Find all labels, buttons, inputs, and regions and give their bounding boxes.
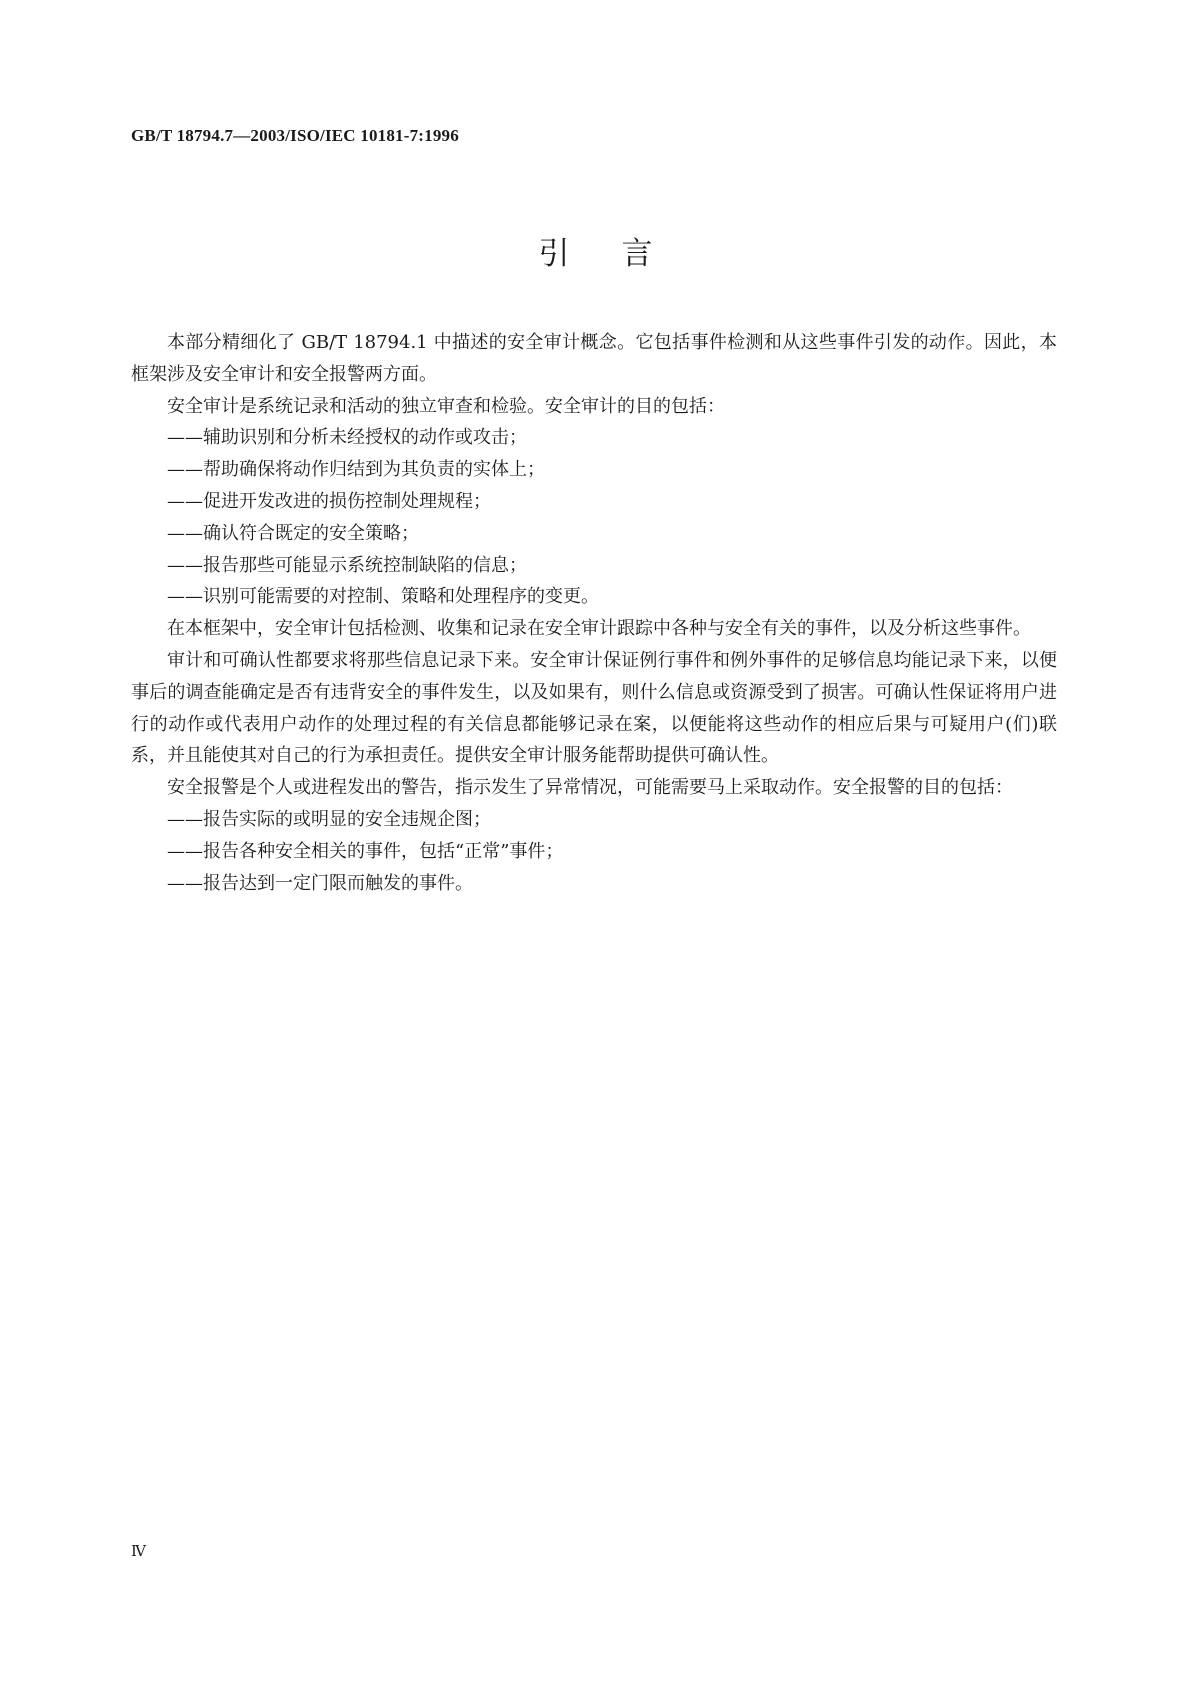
accountability-paragraph: 审计和可确认性都要求将那些信息记录下来。安全审计保证例行事件和例外事件的足够信息均能记录下来，以便事后的调查能确定是否有违背安全的事件发生，以及如果有，则什么信息或资源受到了损害。可确认性保证将用户进行的动作或代表用户动作的处理过程的有关信息都能够记录在案，以便能将这些动作的相应后果与可疑用户(们)联系，并且能使其对自己的行为承担责任。提供安全审计服务能帮助提供可确认性。 [131, 649, 1057, 767]
alarm-definition-paragraph: 安全报警是个人或进程发出的警告，指示发生了异常情况，可能需要马上采取动作。安全报警的目的包括： [167, 777, 1013, 799]
list-item: ——确认符合既定的安全策略； [167, 522, 419, 544]
standard-code-header: GB/T 18794.7—2003/ISO/IEC 10181-7:1996 [131, 126, 459, 145]
audit-scope-paragraph: 在本框架中，安全审计包括检测、收集和记录在安全审计跟踪中各种与安全有关的事件，以及分析这些事件。 [167, 618, 1031, 640]
list-item: ——报告各种安全相关的事件，包括“正常”事件； [167, 840, 564, 862]
page-title: 引言 [538, 236, 705, 272]
list-item: ——促进开发改进的损伤控制处理规程； [167, 490, 491, 512]
intro-paragraph: 本部分精细化了 GB/T 18794.1 中描述的安全审计概念。它包括事件检测和从这些事件引发的动作。因此，本框架涉及安全审计和安全报警两方面。 [131, 332, 1057, 385]
audit-definition-paragraph: 安全审计是系统记录和活动的独立审查和检验。安全审计的目的包括： [167, 395, 725, 417]
alarm-purpose-list [131, 804, 1057, 899]
list-item: ——识别可能需要的对控制、策略和处理程序的变更。 [167, 586, 599, 608]
list-item: ——报告达到一定门限而触发的事件。 [167, 872, 473, 894]
list-item: ——辅助识别和分析未经授权的动作或攻击； [167, 427, 527, 449]
list-item: ——报告那些可能显示系统控制缺陷的信息； [167, 554, 527, 576]
audit-purpose-list [131, 422, 1057, 613]
list-item: ——帮助确保将动作归结到为其负责的实体上； [167, 459, 545, 481]
list-item: ——报告实际的或明显的安全违规企图； [167, 808, 491, 830]
page-number: Ⅳ [131, 1544, 146, 1560]
document-body [131, 327, 1057, 899]
